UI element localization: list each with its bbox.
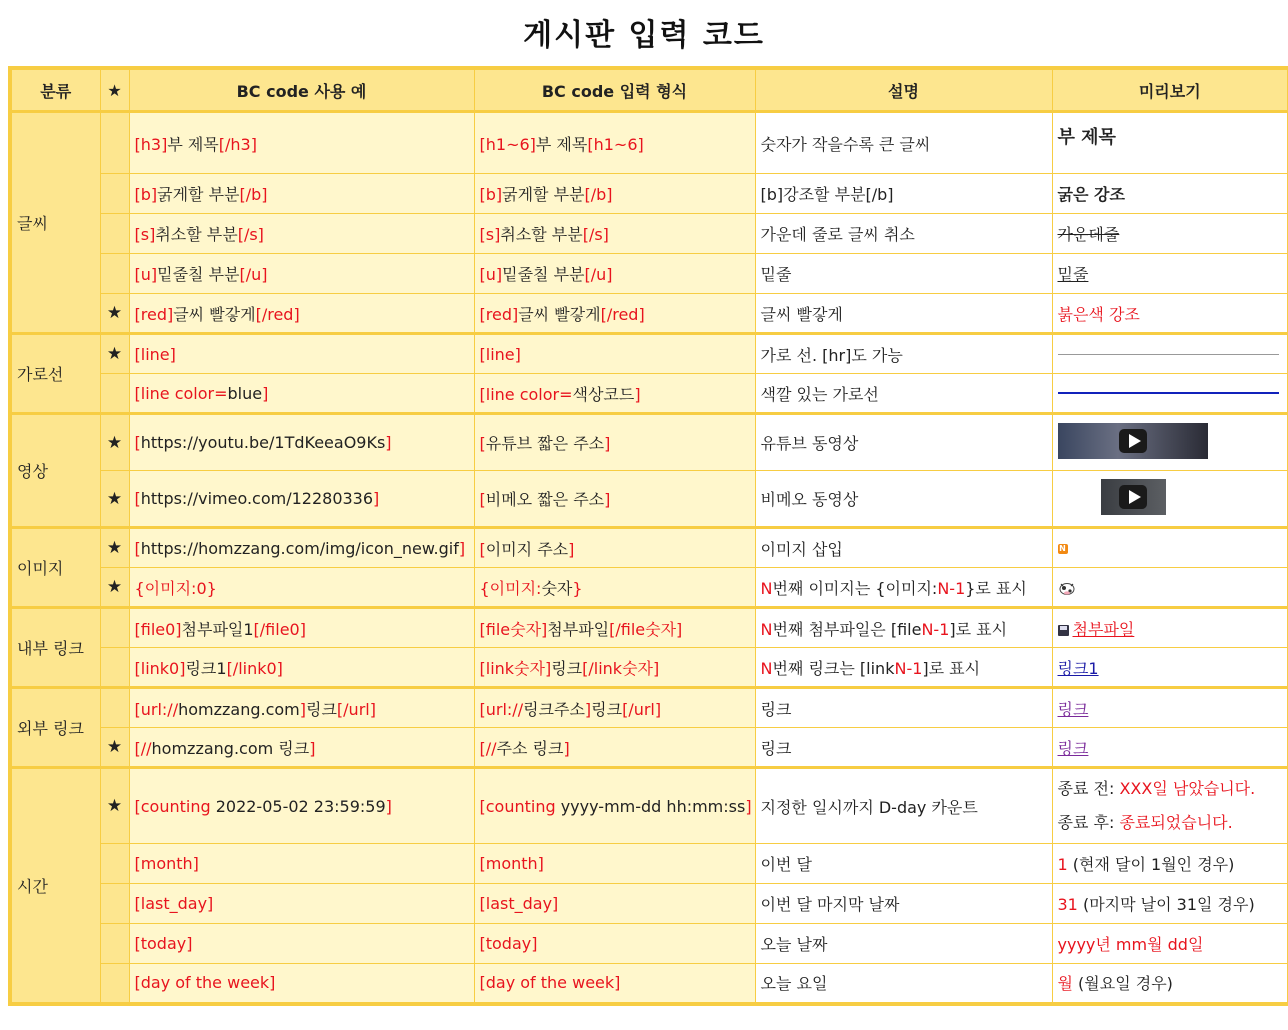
star-cell: ★ [100, 768, 129, 844]
table-row [10, 568, 1288, 608]
format-cell: [유튜브 짧은 주소] [474, 414, 755, 471]
example-cell: {이미지:0} [129, 568, 474, 608]
bbcode-table [8, 66, 1288, 1006]
play-icon[interactable] [1119, 429, 1147, 453]
table-row [10, 414, 1288, 471]
star-cell [100, 214, 129, 254]
table-row [10, 254, 1288, 294]
star-cell: ★ [100, 334, 129, 374]
countdown-before: 종료 전: XXX일 남았습니다. [1057, 779, 1256, 798]
format-cell: [file숫자]첨부파일[/file숫자] [474, 608, 755, 648]
example-cell: [url://homzzang.com]링크[/url] [129, 688, 474, 728]
star-cell [100, 884, 129, 924]
star-cell [100, 648, 129, 688]
horizontal-line-blue [1058, 392, 1279, 394]
preview-cell [1052, 688, 1288, 728]
new-icon: N [1059, 544, 1066, 553]
format-cell: [h1~6]부 제목[h1~6] [474, 112, 755, 174]
example-cell: [today] [129, 924, 474, 964]
description-cell: N번째 첨부파일은 [fileN-1]로 표시 [755, 608, 1052, 648]
format-cell: [//주소 링크] [474, 728, 755, 768]
external-link-preview[interactable]: 링크 [1057, 699, 1089, 719]
table-row [10, 334, 1288, 374]
preview-cell [1052, 568, 1288, 608]
example-cell: [month] [129, 844, 474, 884]
preview-cell [1052, 471, 1288, 528]
description-cell: N번째 이미지는 {이미지:N-1}로 표시 [755, 568, 1052, 608]
description-cell: 색깔 있는 가로선 [755, 374, 1052, 414]
table-row [10, 688, 1288, 728]
preview-cell [1052, 414, 1288, 471]
example-cell: [file0]첨부파일1[/file0] [129, 608, 474, 648]
table-row [10, 528, 1288, 568]
format-cell: [비메오 짧은 주소] [474, 471, 755, 528]
save-disk-icon [1058, 625, 1069, 636]
format-cell: [url://링크주소]링크[/url] [474, 688, 755, 728]
format-cell: [counting yyyy-mm-dd hh:mm:ss] [474, 768, 755, 844]
table-row [10, 294, 1288, 334]
description-cell: 이번 달 마지막 날짜 [755, 884, 1052, 924]
star-cell: ★ [100, 414, 129, 471]
star-cell [100, 112, 129, 174]
cow-image-icon [1058, 580, 1076, 596]
example-cell: [day of the week] [129, 964, 474, 1004]
preview-cell: yyyy년 mm월 dd일 [1052, 924, 1288, 964]
preview-cell: 31 (마지막 날이 31일 경우) [1052, 884, 1288, 924]
table-row [10, 112, 1288, 174]
star-cell: ★ [100, 294, 129, 334]
example-cell: [s]취소할 부분[/s] [129, 214, 474, 254]
preview-cell: 1 (현재 달이 1월인 경우) [1052, 844, 1288, 884]
star-cell [100, 254, 129, 294]
preview-cell: 가운데줄 [1052, 214, 1288, 254]
star-cell [100, 924, 129, 964]
preview-cell [1052, 608, 1288, 648]
example-cell: [line color=blue] [129, 374, 474, 414]
example-cell: [counting 2022-05-02 23:59:59] [129, 768, 474, 844]
star-cell: ★ [100, 568, 129, 608]
header-category: 분류 [10, 68, 100, 112]
description-cell: 비메오 동영상 [755, 471, 1052, 528]
description-cell: [b]강조할 부분[/b] [755, 174, 1052, 214]
star-cell: ★ [100, 728, 129, 768]
preview-cell [1052, 728, 1288, 768]
description-cell: 가운데 줄로 글씨 취소 [755, 214, 1052, 254]
format-cell: [month] [474, 844, 755, 884]
table-row [10, 924, 1288, 964]
header-row [10, 68, 1288, 112]
star-cell [100, 844, 129, 884]
external-link-preview[interactable]: 링크 [1057, 738, 1089, 758]
play-icon[interactable] [1119, 485, 1147, 509]
star-cell: ★ [100, 471, 129, 528]
format-cell: [red]글씨 빨갛게[/red] [474, 294, 755, 334]
preview-cell [1052, 374, 1288, 414]
star-cell [100, 964, 129, 1004]
star-cell [100, 174, 129, 214]
header-star: ★ [100, 68, 129, 112]
table-row [10, 844, 1288, 884]
preview-cell [1052, 334, 1288, 374]
format-cell: [link숫자]링크[/link숫자] [474, 648, 755, 688]
attachment-link[interactable]: 첨부파일 [1072, 619, 1135, 639]
preview-cell [1052, 648, 1288, 688]
description-cell: 가로 선. [hr]도 가능 [755, 334, 1052, 374]
table-row [10, 648, 1288, 688]
description-cell: 링크 [755, 728, 1052, 768]
example-cell: [https://homzzang.com/img/icon_new.gif] [129, 528, 474, 568]
header-format: BC code 입력 형식 [474, 68, 755, 112]
format-cell: [today] [474, 924, 755, 964]
format-cell: {이미지:숫자} [474, 568, 755, 608]
description-cell: 지정한 일시까지 D-day 카운트 [755, 768, 1052, 844]
preview-cell [1052, 768, 1288, 844]
table-row [10, 608, 1288, 648]
description-cell: 밑줄 [755, 254, 1052, 294]
category-text: 글씨 [10, 112, 100, 334]
description-cell: 오늘 날짜 [755, 924, 1052, 964]
format-cell: [day of the week] [474, 964, 755, 1004]
example-cell: [h3]부 제목[/h3] [129, 112, 474, 174]
example-cell: [last_day] [129, 884, 474, 924]
preview-cell: 부 제목 [1052, 112, 1288, 174]
table-row [10, 884, 1288, 924]
preview-cell: 붉은색 강조 [1052, 294, 1288, 334]
table-row [10, 214, 1288, 254]
description-cell: 오늘 요일 [755, 964, 1052, 1004]
description-cell: 이번 달 [755, 844, 1052, 884]
table-row [10, 471, 1288, 528]
description-cell: 유튜브 동영상 [755, 414, 1052, 471]
format-cell: [s]취소할 부분[/s] [474, 214, 755, 254]
preview-cell: 밑줄 [1052, 254, 1288, 294]
description-cell: N번째 링크는 [linkN-1]로 표시 [755, 648, 1052, 688]
example-cell: [link0]링크1[/link0] [129, 648, 474, 688]
category-image: 이미지 [10, 528, 100, 608]
format-cell: [이미지 주소] [474, 528, 755, 568]
example-cell: [red]글씨 빨갛게[/red] [129, 294, 474, 334]
category-time: 시간 [10, 768, 100, 1004]
link1-preview[interactable]: 링크1 [1057, 658, 1099, 678]
format-cell: [last_day] [474, 884, 755, 924]
format-cell: [line] [474, 334, 755, 374]
header-description: 설명 [755, 68, 1052, 112]
example-cell: [line] [129, 334, 474, 374]
horizontal-line-gray [1058, 354, 1279, 355]
example-cell: [u]밑줄칠 부분[/u] [129, 254, 474, 294]
table-row [10, 964, 1288, 1004]
example-cell: [https://youtu.be/1TdKeeaO9Ks] [129, 414, 474, 471]
vimeo-video-thumbnail[interactable] [1101, 479, 1166, 515]
star-cell [100, 688, 129, 728]
star-cell [100, 374, 129, 414]
description-cell: 이미지 삽입 [755, 528, 1052, 568]
table-row [10, 374, 1288, 414]
page-title: 게시판 입력 코드 [523, 18, 765, 53]
category-inner-link: 내부 링크 [10, 608, 100, 688]
preview-cell [1052, 528, 1288, 568]
preview-cell: 월 (월요일 경우) [1052, 964, 1288, 1004]
table-row [10, 728, 1288, 768]
format-cell: [b]굵게할 부분[/b] [474, 174, 755, 214]
example-cell: [b]굵게할 부분[/b] [129, 174, 474, 214]
example-cell: [https://vimeo.com/12280336] [129, 471, 474, 528]
description-cell: 링크 [755, 688, 1052, 728]
table-row [10, 174, 1288, 214]
preview-cell: 굵은 강조 [1052, 174, 1288, 214]
description-cell: 글씨 빨갛게 [755, 294, 1052, 334]
header-preview: 미리보기 [1052, 68, 1288, 112]
countdown-after: 종료 후: 종료되었습니다. [1057, 813, 1233, 832]
format-cell: [line color=색상코드] [474, 374, 755, 414]
category-video: 영상 [10, 414, 100, 528]
description-cell: 숫자가 작을수록 큰 글씨 [755, 112, 1052, 174]
youtube-video-thumbnail[interactable] [1058, 423, 1208, 459]
category-outer-link: 외부 링크 [10, 688, 100, 768]
format-cell: [u]밑줄칠 부분[/u] [474, 254, 755, 294]
header-example: BC code 사용 예 [129, 68, 474, 112]
example-cell: [//homzzang.com 링크] [129, 728, 474, 768]
category-line: 가로선 [10, 334, 100, 414]
star-cell: ★ [100, 528, 129, 568]
table-row [10, 768, 1288, 844]
star-cell [100, 608, 129, 648]
